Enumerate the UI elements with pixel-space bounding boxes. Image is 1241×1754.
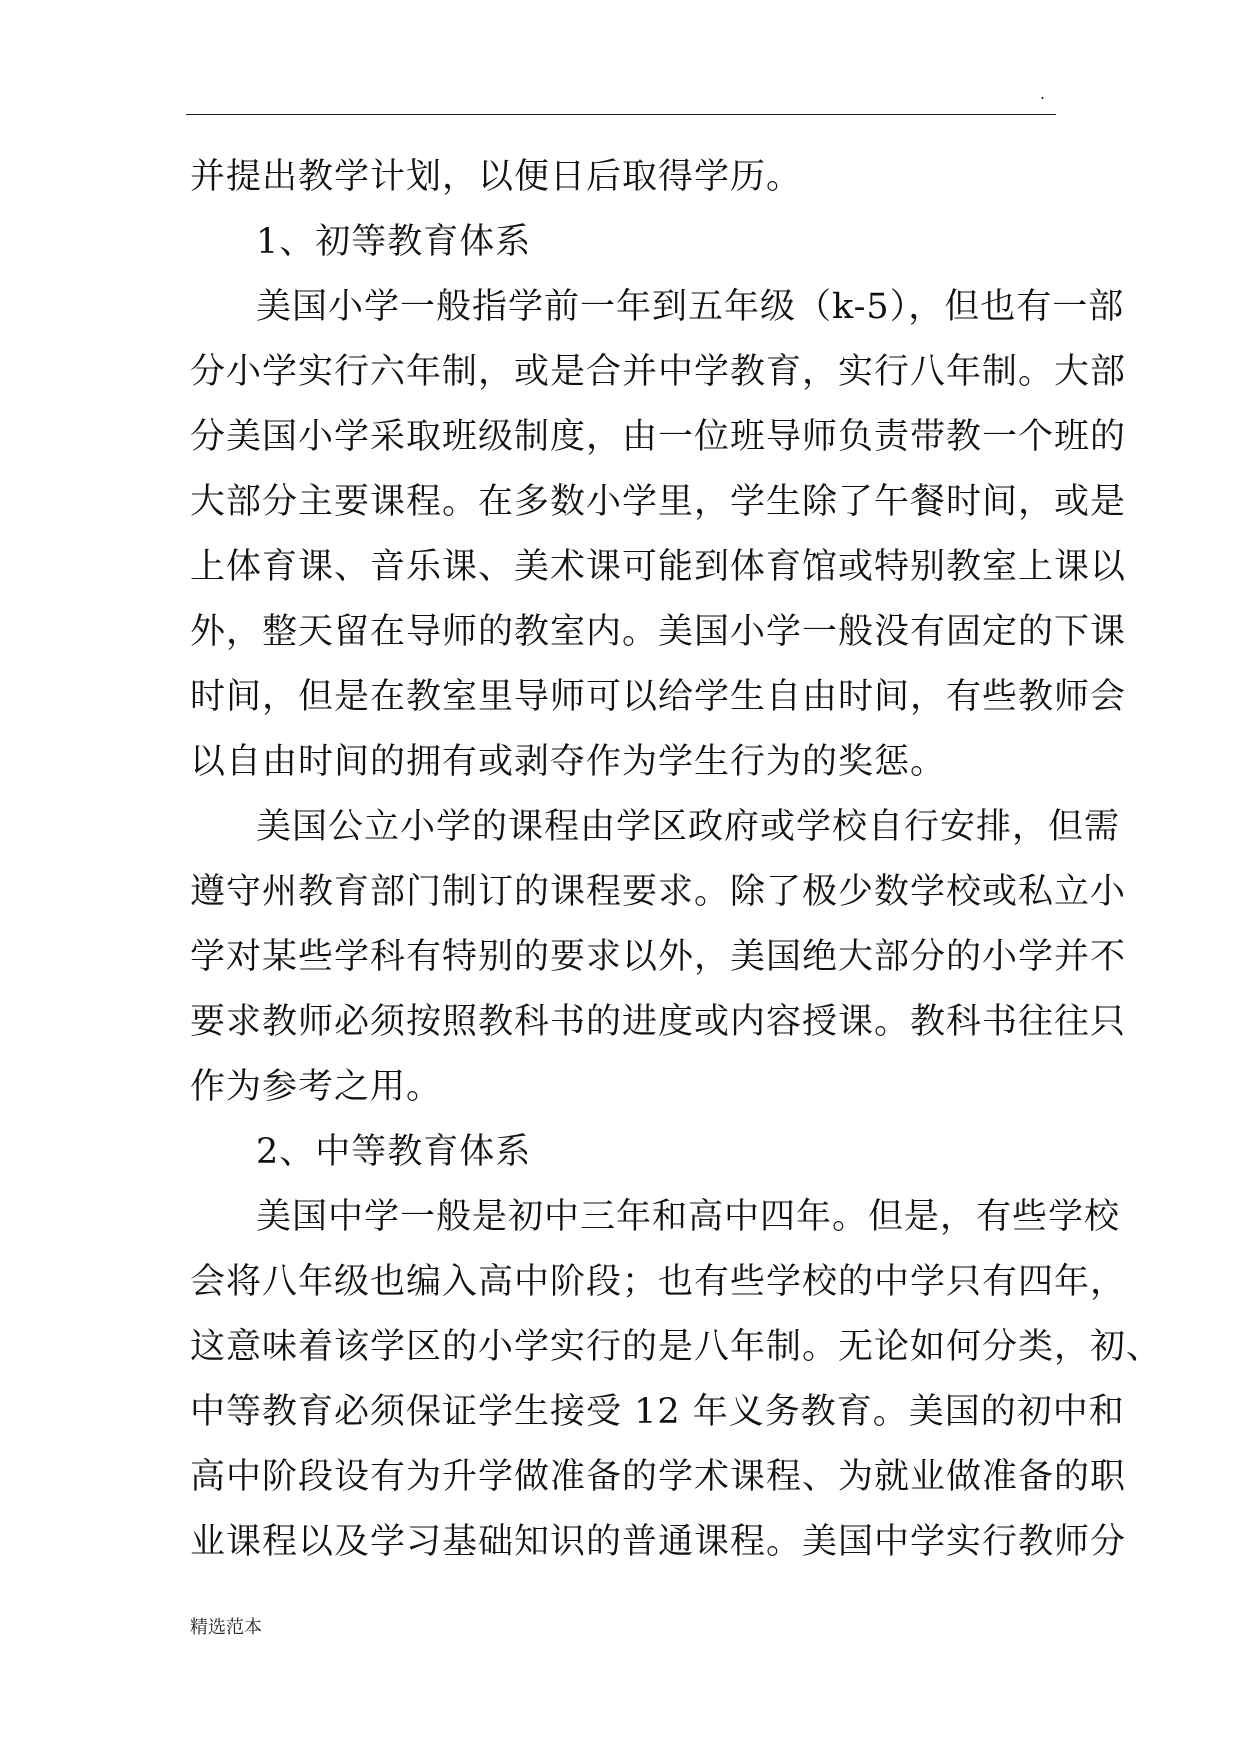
text-line: 大部分主要课程。在多数小学里，学生除了午餐时间，或是 bbox=[190, 482, 1127, 522]
text-line: 学对某些学科有特别的要求以外，美国绝大部分的小学并不 bbox=[190, 937, 1127, 977]
footer-label: 精选范本 bbox=[190, 1617, 262, 1638]
text-line: 上体育课、音乐课、美术课可能到体育馆或特别教室上课以 bbox=[190, 547, 1127, 587]
header-rule bbox=[186, 114, 1056, 115]
text-line: 业课程以及学习基础知识的普通课程。美国中学实行教师分 bbox=[190, 1522, 1127, 1562]
text-line: 外，整天留在导师的教室内。美国小学一般没有固定的下课 bbox=[190, 612, 1127, 652]
text-line: 遵守州教育部门制订的课程要求。除了极少数学校或私立小 bbox=[190, 872, 1127, 912]
text-line: 时间，但是在教室里导师可以给学生自由时间，有些教师会 bbox=[190, 677, 1127, 717]
text-line: 并提出教学计划，以便日后取得学历。 bbox=[190, 157, 803, 197]
text-line: 这意味着该学区的小学实行的是八年制。无论如何分类，初、 bbox=[190, 1327, 1163, 1367]
document-body bbox=[190, 145, 1163, 1575]
text-line: 美国小学一般指学前一年到五年级（k-5），但也有一部 bbox=[256, 287, 1125, 327]
text-line: 高中阶段设有为升学做准备的学术课程、为就业做准备的职 bbox=[190, 1457, 1127, 1497]
text-line: 美国公立小学的课程由学区政府或学校自行安排，但需 bbox=[256, 807, 1121, 847]
text-line: 作为参考之用。 bbox=[190, 1067, 443, 1107]
header-mark: . bbox=[1040, 84, 1046, 103]
text-line: 会将八年级也编入高中阶段；也有些学校的中学只有四年， bbox=[190, 1262, 1127, 1302]
text-line: 分美国小学采取班级制度，由一位班导师负责带教一个班的 bbox=[190, 417, 1127, 457]
text-line: 中等教育必须保证学生接受 12 年义务教育。美国的初中和 bbox=[190, 1392, 1125, 1432]
text-line: 1、初等教育体系 bbox=[256, 222, 532, 262]
text-line: 2、中等教育体系 bbox=[256, 1132, 532, 1172]
text-line: 以自由时间的拥有或剥夺作为学生行为的奖惩。 bbox=[190, 742, 947, 782]
text-line: 分小学实行六年制，或是合并中学教育，实行八年制。大部 bbox=[190, 352, 1127, 392]
text-line: 美国中学一般是初中三年和高中四年。但是，有些学校 bbox=[256, 1197, 1121, 1237]
text-line: 要求教师必须按照教科书的进度或内容授课。教科书往往只 bbox=[190, 1002, 1127, 1042]
